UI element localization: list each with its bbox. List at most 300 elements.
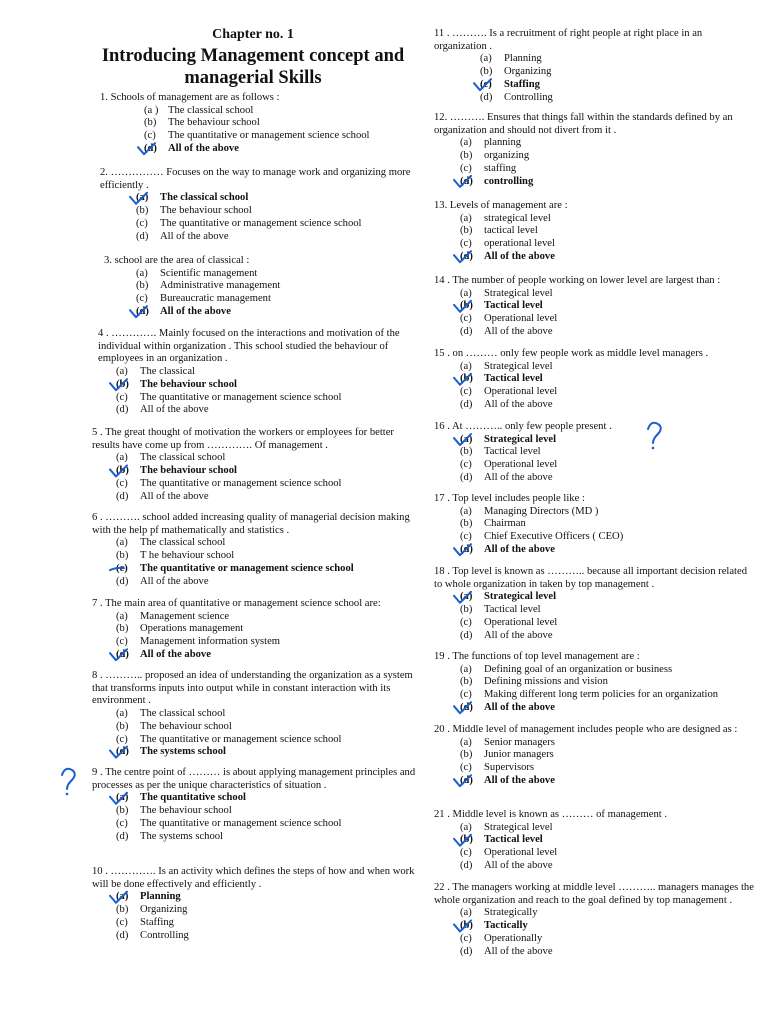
answer-option-selected (432, 702, 757, 715)
answer-option (432, 847, 757, 860)
option-label: (c) (460, 386, 472, 398)
option-text: Bureaucratic management (160, 293, 271, 305)
option-label: (c) (460, 531, 472, 543)
question-8 (88, 670, 418, 759)
option-label: (d) (460, 774, 473, 786)
chapter-heading: Chapter no. 1 (212, 27, 294, 42)
option-label: (d) (460, 701, 473, 713)
question-text (432, 882, 757, 907)
option-text: All of the above (140, 490, 209, 502)
option-label: (a) (460, 736, 472, 748)
answer-option (88, 293, 418, 306)
question-5 (88, 427, 418, 503)
option-text: The systems school (140, 830, 223, 842)
question-number: 20 . (434, 724, 450, 735)
option-text: The quantitative or management science school (140, 477, 342, 489)
answer-option (432, 664, 757, 677)
answer-option (88, 611, 418, 624)
option-text: Supervisors (484, 762, 535, 774)
option-label: (d) (460, 398, 473, 410)
option-label: (b) (460, 518, 473, 530)
option-label: (d) (460, 945, 473, 957)
answer-option (432, 676, 757, 689)
answer-option (88, 831, 418, 844)
option-label: (b) (460, 920, 473, 932)
answer-option (432, 238, 757, 251)
answer-option (432, 506, 757, 519)
question-prompt: on ……… only few people work as middle level managers . (452, 348, 709, 359)
question-19 (432, 651, 757, 715)
answer-option (432, 518, 757, 531)
option-label: (d) (460, 250, 473, 262)
option-text: Operational level (484, 386, 558, 398)
option-label: (d) (136, 230, 149, 242)
question-2 (88, 167, 418, 243)
option-label: (d) (136, 305, 149, 317)
answer-option-selected (432, 544, 757, 557)
answer-option (88, 721, 418, 734)
answer-option (88, 280, 418, 293)
answer-option (432, 446, 757, 459)
question-number: 14 . (434, 275, 450, 286)
option-label: (d) (116, 830, 129, 842)
option-label: (a) (460, 591, 473, 603)
answer-option (88, 708, 418, 721)
option-label: (a) (460, 137, 472, 149)
option-text: tactical level (484, 225, 538, 237)
answer-option (88, 636, 418, 649)
question-16 (432, 421, 757, 485)
option-label: (b) (460, 604, 473, 616)
answer-option-selected (88, 649, 418, 662)
answer-option (432, 386, 757, 399)
question-text (432, 566, 757, 591)
question-1 (88, 92, 418, 156)
option-text: All of the above (168, 142, 239, 154)
question-number: 3. (104, 255, 112, 266)
option-label: (b) (116, 720, 129, 732)
option-text: All of the above (484, 543, 555, 555)
answer-option (432, 150, 757, 163)
answer-option (432, 288, 757, 301)
option-text: Administrative management (160, 280, 281, 292)
option-text: The quantitative or management science school (160, 217, 362, 229)
option-text: Management information system (140, 636, 281, 648)
question-number: 21 . (434, 809, 450, 820)
answer-option-selected (432, 434, 757, 447)
option-label: (c) (116, 817, 128, 829)
question-text (88, 328, 418, 366)
option-text: The quantitative or management science school (140, 562, 354, 574)
question-number: 15 . (434, 348, 450, 359)
option-label: (c) (460, 238, 472, 250)
answer-option (432, 66, 757, 79)
option-text: All of the above (484, 325, 553, 337)
answer-option (88, 205, 418, 218)
answer-option (432, 53, 757, 66)
option-text: Staffing (504, 78, 540, 90)
option-text: Organizing (140, 904, 188, 916)
answer-option (432, 749, 757, 762)
answer-option (88, 478, 418, 491)
question-17 (432, 493, 757, 557)
question-18 (432, 566, 757, 642)
answer-option-selected (88, 379, 418, 392)
option-text: Strategically (484, 907, 538, 919)
answer-option (88, 268, 418, 281)
answer-option (88, 930, 418, 943)
option-text: Strategical level (484, 591, 557, 603)
option-label: (b) (144, 117, 157, 129)
page-title: Introducing Management concept and managerial Skills (101, 46, 405, 88)
question-text (88, 255, 418, 268)
answer-option (88, 366, 418, 379)
option-label: (b) (116, 550, 129, 562)
answer-option (88, 805, 418, 818)
option-text: Management science (140, 610, 230, 622)
question-prompt: The main area of quantitative or management science school are: (105, 598, 381, 609)
option-label: (b) (460, 373, 473, 385)
option-label: (a) (460, 287, 472, 299)
question-prompt: ………. Ensures that things fall within the standards defined by an organization and should not divert from it . (434, 112, 733, 136)
option-text: Operational level (484, 313, 558, 325)
answer-option (88, 904, 418, 917)
question-number: 10 . (92, 866, 108, 877)
option-text: Controlling (140, 929, 189, 941)
question-prompt: …………. Mainly focused on the interactions and motivation of the individual within organization . This school studied the behaviour of employees in an organization . (98, 328, 400, 365)
question-number: 19 . (434, 651, 450, 662)
option-text: Defining goal of an organization or business (484, 663, 673, 675)
question-number: 13. (434, 200, 448, 211)
question-prompt: Middle level of management includes people who are designed as : (452, 724, 738, 735)
answer-option (432, 860, 757, 873)
question-number: 6 . (92, 512, 103, 523)
option-text: The behaviour school (160, 205, 252, 217)
option-label: (a) (460, 433, 473, 445)
question-prompt: ………. Is a recruitment of right people at right place in an organization . (434, 28, 703, 52)
answer-option (88, 734, 418, 747)
option-text: Operations management (140, 623, 244, 635)
answer-option-selected (432, 373, 757, 386)
option-text: Chairman (484, 518, 526, 530)
question-6 (88, 512, 418, 588)
option-text: staffing (484, 162, 517, 174)
option-label: (c) (144, 130, 156, 142)
answer-option-selected (88, 306, 418, 319)
question-number: 17 . (434, 493, 450, 504)
option-label: (c) (460, 847, 472, 859)
option-label: (d) (116, 575, 129, 587)
answer-option (432, 907, 757, 920)
answer-option (88, 117, 418, 130)
question-number: 18 . (434, 566, 450, 577)
option-text: Operational level (484, 459, 558, 471)
answer-option-selected (432, 920, 757, 933)
option-text: Tactical level (484, 300, 543, 312)
question-mark-dot-icon (66, 793, 69, 796)
answer-option (88, 392, 418, 405)
option-label: (a) (116, 708, 128, 720)
option-text: T he behaviour school (140, 550, 235, 562)
option-label: (a) (460, 360, 472, 372)
answer-option-selected (432, 834, 757, 847)
option-text: Strategical level (484, 821, 553, 833)
answer-option-selected (432, 176, 757, 189)
question-prompt: The centre point of ……… is about applying management principles and processes as per the unique characteristics of situation . (92, 767, 416, 791)
option-label: (b) (460, 150, 473, 162)
answer-option-selected (88, 143, 418, 156)
option-text: Tactical level (484, 446, 541, 458)
question-prompt: ………. school added increasing quality of managerial decision making with the help pf mathematically and statistics . (92, 512, 410, 536)
option-text: All of the above (140, 404, 209, 416)
option-text: The quantitative or management science school (140, 733, 342, 745)
option-label: (c) (136, 217, 148, 229)
option-label: (c) (116, 562, 128, 574)
answer-option (432, 822, 757, 835)
question-20 (432, 724, 757, 788)
option-label: (d) (460, 471, 473, 483)
answer-option (88, 452, 418, 465)
question-text (432, 809, 757, 822)
option-label: (a) (116, 891, 129, 903)
option-text: Planning (504, 53, 542, 65)
question-number: 2. (100, 167, 108, 178)
question-text (88, 512, 418, 537)
option-text: Tactical level (484, 373, 543, 385)
option-text: All of the above (484, 945, 553, 957)
option-text: The systems school (140, 746, 226, 758)
option-label: (b) (480, 66, 493, 78)
answer-option (432, 630, 757, 643)
option-text: Staffing (140, 916, 174, 928)
question-text (432, 200, 757, 213)
option-text: All of the above (484, 398, 553, 410)
answer-option-selected (432, 300, 757, 313)
question-text (88, 767, 418, 792)
option-text: operational level (484, 238, 555, 250)
question-text (88, 427, 418, 452)
answer-option (432, 137, 757, 150)
option-text: The quantitative or management science school (140, 817, 342, 829)
question-3 (88, 255, 418, 319)
option-text: All of the above (140, 575, 209, 587)
question-text (432, 651, 757, 664)
option-label: (b) (116, 904, 129, 916)
question-mark-icon (62, 769, 75, 789)
option-label: (c) (460, 689, 472, 701)
option-text: strategical level (484, 212, 551, 224)
option-label: (d) (116, 404, 129, 416)
answer-option-selected (432, 591, 757, 604)
option-label: (c) (116, 733, 128, 745)
option-label: (d) (460, 543, 473, 555)
option-label: (b) (116, 623, 129, 635)
question-number: 9 . (92, 767, 103, 778)
option-text: Strategical level (484, 360, 553, 372)
answer-option (432, 762, 757, 775)
answer-option (88, 818, 418, 831)
option-label: (b) (116, 805, 129, 817)
option-text: Strategical level (484, 433, 557, 445)
question-text (432, 348, 757, 361)
answer-option (432, 361, 757, 374)
question-9 (88, 767, 418, 843)
answer-option (432, 604, 757, 617)
option-label: (a) (460, 212, 472, 224)
question-prompt: school are the area of classical : (114, 255, 250, 266)
option-label: (a) (460, 907, 472, 919)
question-13 (432, 200, 757, 264)
option-label: (a) (460, 821, 472, 833)
option-text: All of the above (484, 250, 555, 262)
option-label: (d) (460, 629, 473, 641)
question-prompt: The managers working at middle level ……….. managers manages the whole organization and reach to the goal defined by top management . (434, 882, 754, 906)
option-label: (d) (116, 746, 129, 758)
option-label: (a) (480, 53, 492, 65)
option-text: The classical school (140, 708, 226, 720)
option-text: Scientific management (160, 267, 258, 279)
question-text (88, 167, 418, 192)
question-4 (88, 328, 418, 417)
question-number: 22 . (434, 882, 450, 893)
option-text: Making different long term policies for an organization (484, 689, 719, 701)
option-text: Operational level (484, 616, 558, 628)
option-label: (a) (116, 792, 129, 804)
option-label: (b) (460, 300, 473, 312)
answer-option (432, 737, 757, 750)
question-number: 1. (100, 92, 108, 103)
question-prompt: Top level includes people like : (452, 493, 585, 504)
option-label: (c) (136, 293, 148, 305)
question-text (88, 598, 418, 611)
option-text: Defining missions and vision (484, 676, 608, 688)
option-text: The classical (140, 366, 196, 378)
question-number: 4 . (98, 328, 109, 339)
question-prompt: Levels of management are : (449, 200, 568, 211)
answer-option (88, 576, 418, 589)
question-prompt: The number of people working on lower level are largest than : (452, 275, 721, 286)
option-label: (a) (116, 610, 128, 622)
answer-option (88, 404, 418, 417)
option-text: All of the above (160, 305, 231, 317)
option-label: (c) (460, 762, 472, 774)
option-label: (c) (460, 616, 472, 628)
answer-option (432, 399, 757, 412)
option-label: (d) (460, 859, 473, 871)
option-text: The quantitative school (140, 792, 246, 804)
option-label: (b) (460, 834, 473, 846)
option-text: The behaviour school (140, 465, 237, 477)
option-text: controlling (484, 175, 534, 187)
question-number: 16 . (434, 421, 450, 432)
option-text: Strategical level (484, 287, 553, 299)
option-text: Tactical level (484, 604, 541, 616)
option-label: (c) (116, 391, 128, 403)
answer-option (88, 231, 418, 244)
answer-option (88, 537, 418, 550)
option-label: (a) (460, 663, 472, 675)
option-text: Operationally (484, 932, 543, 944)
question-prompt: The great thought of motivation the workers or employees for better results have come up from …………. Of management . (92, 427, 394, 451)
left-column (88, 0, 418, 941)
option-text: Chief Executive Officers ( CEO) (484, 531, 624, 543)
question-prompt: Top level is known as ……….. because all important decision related to whole organization in taken by top management . (434, 566, 747, 590)
answer-option (432, 163, 757, 176)
question-text (432, 493, 757, 506)
question-7 (88, 598, 418, 662)
option-label: (d) (480, 91, 493, 103)
answer-option-selected (432, 251, 757, 264)
answer-option (432, 92, 757, 105)
question-text (88, 866, 418, 891)
option-label: (c) (460, 459, 472, 471)
option-label: (d) (460, 325, 473, 337)
option-text: The quantitative or management science school (140, 391, 342, 403)
question-15 (432, 348, 757, 412)
option-label: (c) (460, 932, 472, 944)
option-label: (c) (116, 477, 128, 489)
answer-option-selected (88, 465, 418, 478)
question-text (432, 724, 757, 737)
answer-option (432, 326, 757, 339)
option-text: The classical school (140, 452, 226, 464)
option-text: All of the above (160, 230, 229, 242)
option-text: Managing Directors (MD ) (484, 505, 599, 517)
option-label: (a) (136, 267, 148, 279)
answer-option (432, 617, 757, 630)
answer-option (432, 531, 757, 544)
question-10 (88, 866, 418, 942)
question-text (432, 421, 757, 434)
option-label: (b) (116, 465, 129, 477)
answer-option (432, 213, 757, 226)
option-label: (d) (144, 142, 157, 154)
option-text: Operational level (484, 847, 558, 859)
answer-option (88, 218, 418, 231)
answer-option (432, 472, 757, 485)
option-label: (a) (460, 505, 472, 517)
option-text: organizing (484, 150, 530, 162)
option-label: (b) (136, 205, 149, 217)
option-text: All of the above (140, 648, 211, 660)
option-text: The behaviour school (140, 720, 232, 732)
option-text: Planning (140, 891, 181, 903)
answer-option (432, 313, 757, 326)
answer-option (88, 917, 418, 930)
option-label: (c) (460, 162, 472, 174)
option-label: (b) (460, 446, 473, 458)
answer-option-selected (432, 775, 757, 788)
question-prompt: …………… Focuses on the way to manage work and organizing more efficiently . (100, 167, 411, 191)
option-text: The behaviour school (140, 805, 232, 817)
answer-option-selected (88, 192, 418, 205)
option-label: (c) (116, 916, 128, 928)
option-label: (d) (116, 929, 129, 941)
question-number: 12. (434, 112, 448, 123)
option-label: (a) (116, 366, 128, 378)
question-prompt: …………. Is an activity which defines the steps of how and when work will be done effectively and efficiently . (92, 866, 415, 890)
answer-option (432, 225, 757, 238)
question-text (88, 92, 418, 105)
answer-option (88, 550, 418, 563)
option-text: Tactically (484, 920, 528, 932)
answer-option-selected (432, 79, 757, 92)
option-label: (a) (136, 192, 149, 204)
question-prompt: Middle level is known as ……… of management . (452, 809, 668, 820)
question-text (88, 670, 418, 708)
answer-option (88, 491, 418, 504)
answer-option-selected (88, 563, 418, 576)
